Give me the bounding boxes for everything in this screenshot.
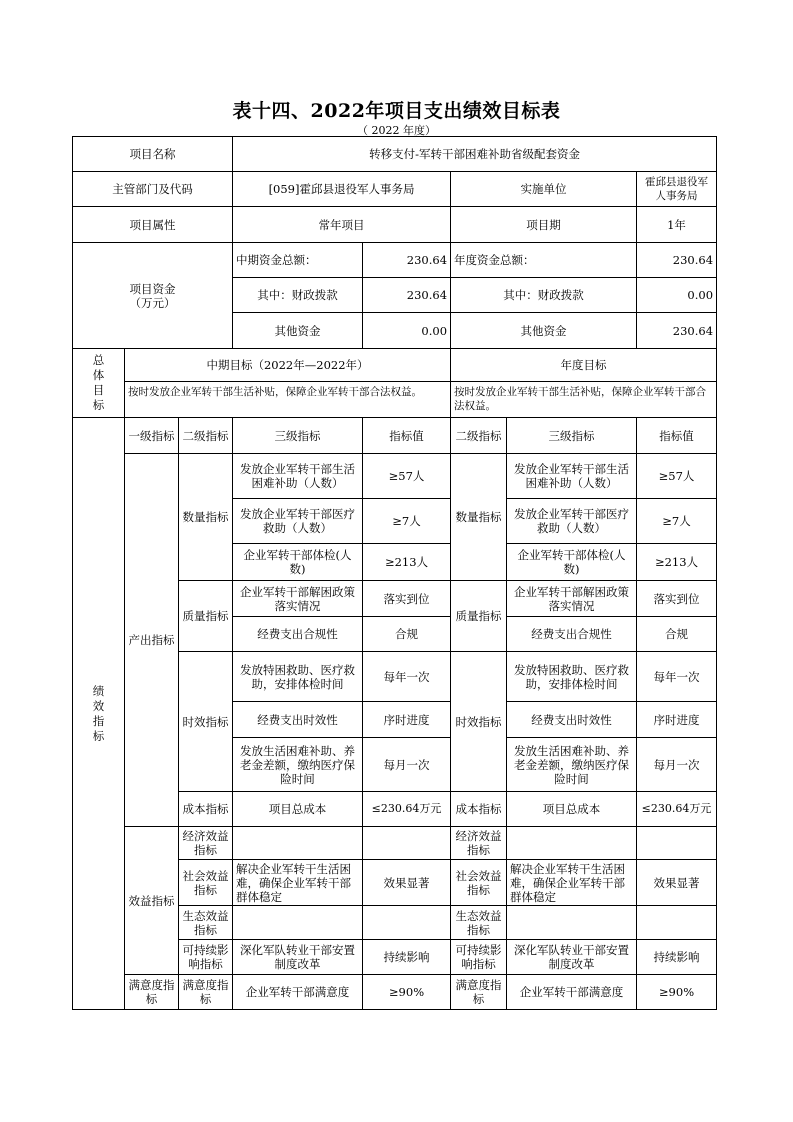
b2-label-year: 社会效益指标: [451, 860, 507, 906]
project-name-label: 项目名称: [73, 137, 233, 172]
b2-name-year: 解决企业军转干生活困难，确保企业军转干部群体稳定: [507, 860, 637, 906]
ql2-name: 经费支出合规性: [233, 617, 363, 652]
mid-fiscal-label: 其中：财政拨款: [233, 278, 363, 313]
ql1-value: 落实到位: [363, 581, 451, 617]
q1-value: ≥57人: [363, 454, 451, 499]
cost-indicator-label: 成本指标: [179, 792, 233, 827]
quantity-indicator-label: 数量指标: [179, 454, 233, 581]
mid-total-label: 中期资金总额：: [233, 243, 363, 278]
ql2-name-year: 经费支出合规性: [507, 617, 637, 652]
s1-value-year: ≥90%: [637, 975, 717, 1010]
t2-name: 经费支出时效性: [233, 702, 363, 738]
quality-indicator-label-year: 质量指标: [451, 581, 507, 652]
header-level3: 三级指标: [233, 418, 363, 454]
b1-name-year: [507, 827, 637, 860]
mid-target-text: 按时发放企业军转干部生活补贴，保障企业军转干部合法权益。: [125, 382, 451, 418]
b4-value-year: 持续影响: [637, 940, 717, 975]
year-total-label: 年度资金总额：: [451, 243, 637, 278]
b1-value: [363, 827, 451, 860]
b1-label-year: 经济效益指标: [451, 827, 507, 860]
s1-name-year: 企业军转干部满意度: [507, 975, 637, 1010]
s1-label: 满意度指标: [179, 975, 233, 1010]
mid-target-header: 中期目标（2022年—2022年）: [125, 349, 451, 382]
header-level3-year: 三级指标: [507, 418, 637, 454]
q2-name-year: 发放企业军转干部医疗救助（人数）: [507, 499, 637, 544]
ql2-value-year: 合规: [637, 617, 717, 652]
b4-value: 持续影响: [363, 940, 451, 975]
year-other-label: 其他资金: [451, 313, 637, 349]
time-indicator-label: 时效指标: [179, 652, 233, 792]
c1-value: ≤230.64万元: [363, 792, 451, 827]
q2-value: ≥7人: [363, 499, 451, 544]
s1-label-year: 满意度指标: [451, 975, 507, 1010]
header-value-year: 指标值: [637, 418, 717, 454]
q3-value: ≥213人: [363, 544, 451, 581]
b4-label-year: 可持续影响指标: [451, 940, 507, 975]
t3-name-year: 发放生活困难补助、养老金差额，缴纳医疗保险时间: [507, 738, 637, 792]
t3-name: 发放生活困难补助、养老金差额，缴纳医疗保险时间: [233, 738, 363, 792]
document-subtitle: （ 2022 年度）: [357, 124, 436, 137]
c1-name-year: 项目总成本: [507, 792, 637, 827]
mid-other-value: 0.00: [363, 313, 451, 349]
header-value: 指标值: [363, 418, 451, 454]
attr-value: 常年项目: [233, 207, 451, 243]
performance-target-table: [72, 136, 717, 1010]
quantity-indicator-label-year: 数量指标: [451, 454, 507, 581]
year-other-value: 230.64: [637, 313, 717, 349]
unit-label: 实施单位: [451, 172, 637, 207]
t2-name-year: 经费支出时效性: [507, 702, 637, 738]
t1-name: 发放特困救助、医疗救助，安排体检时间: [233, 652, 363, 702]
attr-label: 项目属性: [73, 207, 233, 243]
year-target-header: 年度目标: [451, 349, 717, 382]
overall-target-label-text: 总体目标: [92, 353, 105, 412]
b3-name-year: [507, 906, 637, 940]
dept-label: 主管部门及代码: [73, 172, 233, 207]
ql1-value-year: 落实到位: [637, 581, 717, 617]
period-label: 项目期: [451, 207, 637, 243]
quality-indicator-label: 质量指标: [179, 581, 233, 652]
b2-name: 解决企业军转干生活困难，确保企业军转干部群体稳定: [233, 860, 363, 906]
period-value: 1年: [637, 207, 717, 243]
perf-indicator-label: [73, 418, 125, 1010]
mid-total-value: 230.64: [363, 243, 451, 278]
year-target-text: 按时发放企业军转干部生活补贴，保障企业军转干部合法权益。: [451, 382, 717, 418]
b1-label: 经济效益指标: [179, 827, 233, 860]
t1-value: 每年一次: [363, 652, 451, 702]
ql1-name-year: 企业军转干部解困政策落实情况: [507, 581, 637, 617]
q2-name: 发放企业军转干部医疗救助（人数）: [233, 499, 363, 544]
b3-value-year: [637, 906, 717, 940]
s1-name: 企业军转干部满意度: [233, 975, 363, 1010]
ql2-value: 合规: [363, 617, 451, 652]
q1-name: 发放企业军转干部生活困难补助（人数）: [233, 454, 363, 499]
satisfaction-indicator-label: 满意度指标: [125, 975, 179, 1010]
q2-value-year: ≥7人: [637, 499, 717, 544]
q3-value-year: ≥213人: [637, 544, 717, 581]
b3-name: [233, 906, 363, 940]
dept-value: [059]霍邱县退役军人事务局: [233, 172, 451, 207]
benefit-indicator-label: 效益指标: [125, 827, 179, 975]
time-indicator-label-year: 时效指标: [451, 652, 507, 792]
b4-name: 深化军队转业干部安置制度改革: [233, 940, 363, 975]
s1-value: ≥90%: [363, 975, 451, 1010]
t3-value-year: 每月一次: [637, 738, 717, 792]
b1-name: [233, 827, 363, 860]
t2-value: 序时进度: [363, 702, 451, 738]
q3-name-year: 企业军转干部体检(人数): [507, 544, 637, 581]
header-level2: 二级指标: [179, 418, 233, 454]
header-level2-year: 二级指标: [451, 418, 507, 454]
b2-label: 社会效益指标: [179, 860, 233, 906]
t1-name-year: 发放特困救助、医疗救助，安排体检时间: [507, 652, 637, 702]
perf-indicator-label-text: 绩效指标: [92, 683, 105, 743]
b1-value-year: [637, 827, 717, 860]
cost-indicator-label-year: 成本指标: [451, 792, 507, 827]
ql1-name: 企业军转干部解困政策落实情况: [233, 581, 363, 617]
document-title: 表十四、2022年项目支出绩效目标表: [232, 100, 561, 122]
c1-value-year: ≤230.64万元: [637, 792, 717, 827]
funds-label: [73, 243, 233, 349]
project-name-value: 转移支付-军转干部困难补助省级配套资金: [233, 137, 717, 172]
output-indicator-label: 产出指标: [125, 454, 179, 827]
q3-name: 企业军转干部体检(人数): [233, 544, 363, 581]
q1-value-year: ≥57人: [637, 454, 717, 499]
year-total-value: 230.64: [637, 243, 717, 278]
q1-name-year: 发放企业军转干部生活困难补助（人数）: [507, 454, 637, 499]
year-fiscal-value: 0.00: [637, 278, 717, 313]
overall-target-label: [73, 349, 125, 418]
mid-fiscal-value: 230.64: [363, 278, 451, 313]
b3-label: 生态效益指标: [179, 906, 233, 940]
t3-value: 每月一次: [363, 738, 451, 792]
b3-label-year: 生态效益指标: [451, 906, 507, 940]
b2-value-year: 效果显著: [637, 860, 717, 906]
funds-label-text: 项目资金（万元）: [129, 281, 176, 310]
mid-other-label: 其他资金: [233, 313, 363, 349]
t2-value-year: 序时进度: [637, 702, 717, 738]
b4-label: 可持续影响指标: [179, 940, 233, 975]
year-fiscal-label: 其中：财政拨款: [451, 278, 637, 313]
unit-value: 霍邱县退役军人事务局: [637, 172, 717, 207]
c1-name: 项目总成本: [233, 792, 363, 827]
b4-name-year: 深化军队转业干部安置制度改革: [507, 940, 637, 975]
t1-value-year: 每年一次: [637, 652, 717, 702]
header-level1: 一级指标: [125, 418, 179, 454]
b3-value: [363, 906, 451, 940]
b2-value: 效果显著: [363, 860, 451, 906]
